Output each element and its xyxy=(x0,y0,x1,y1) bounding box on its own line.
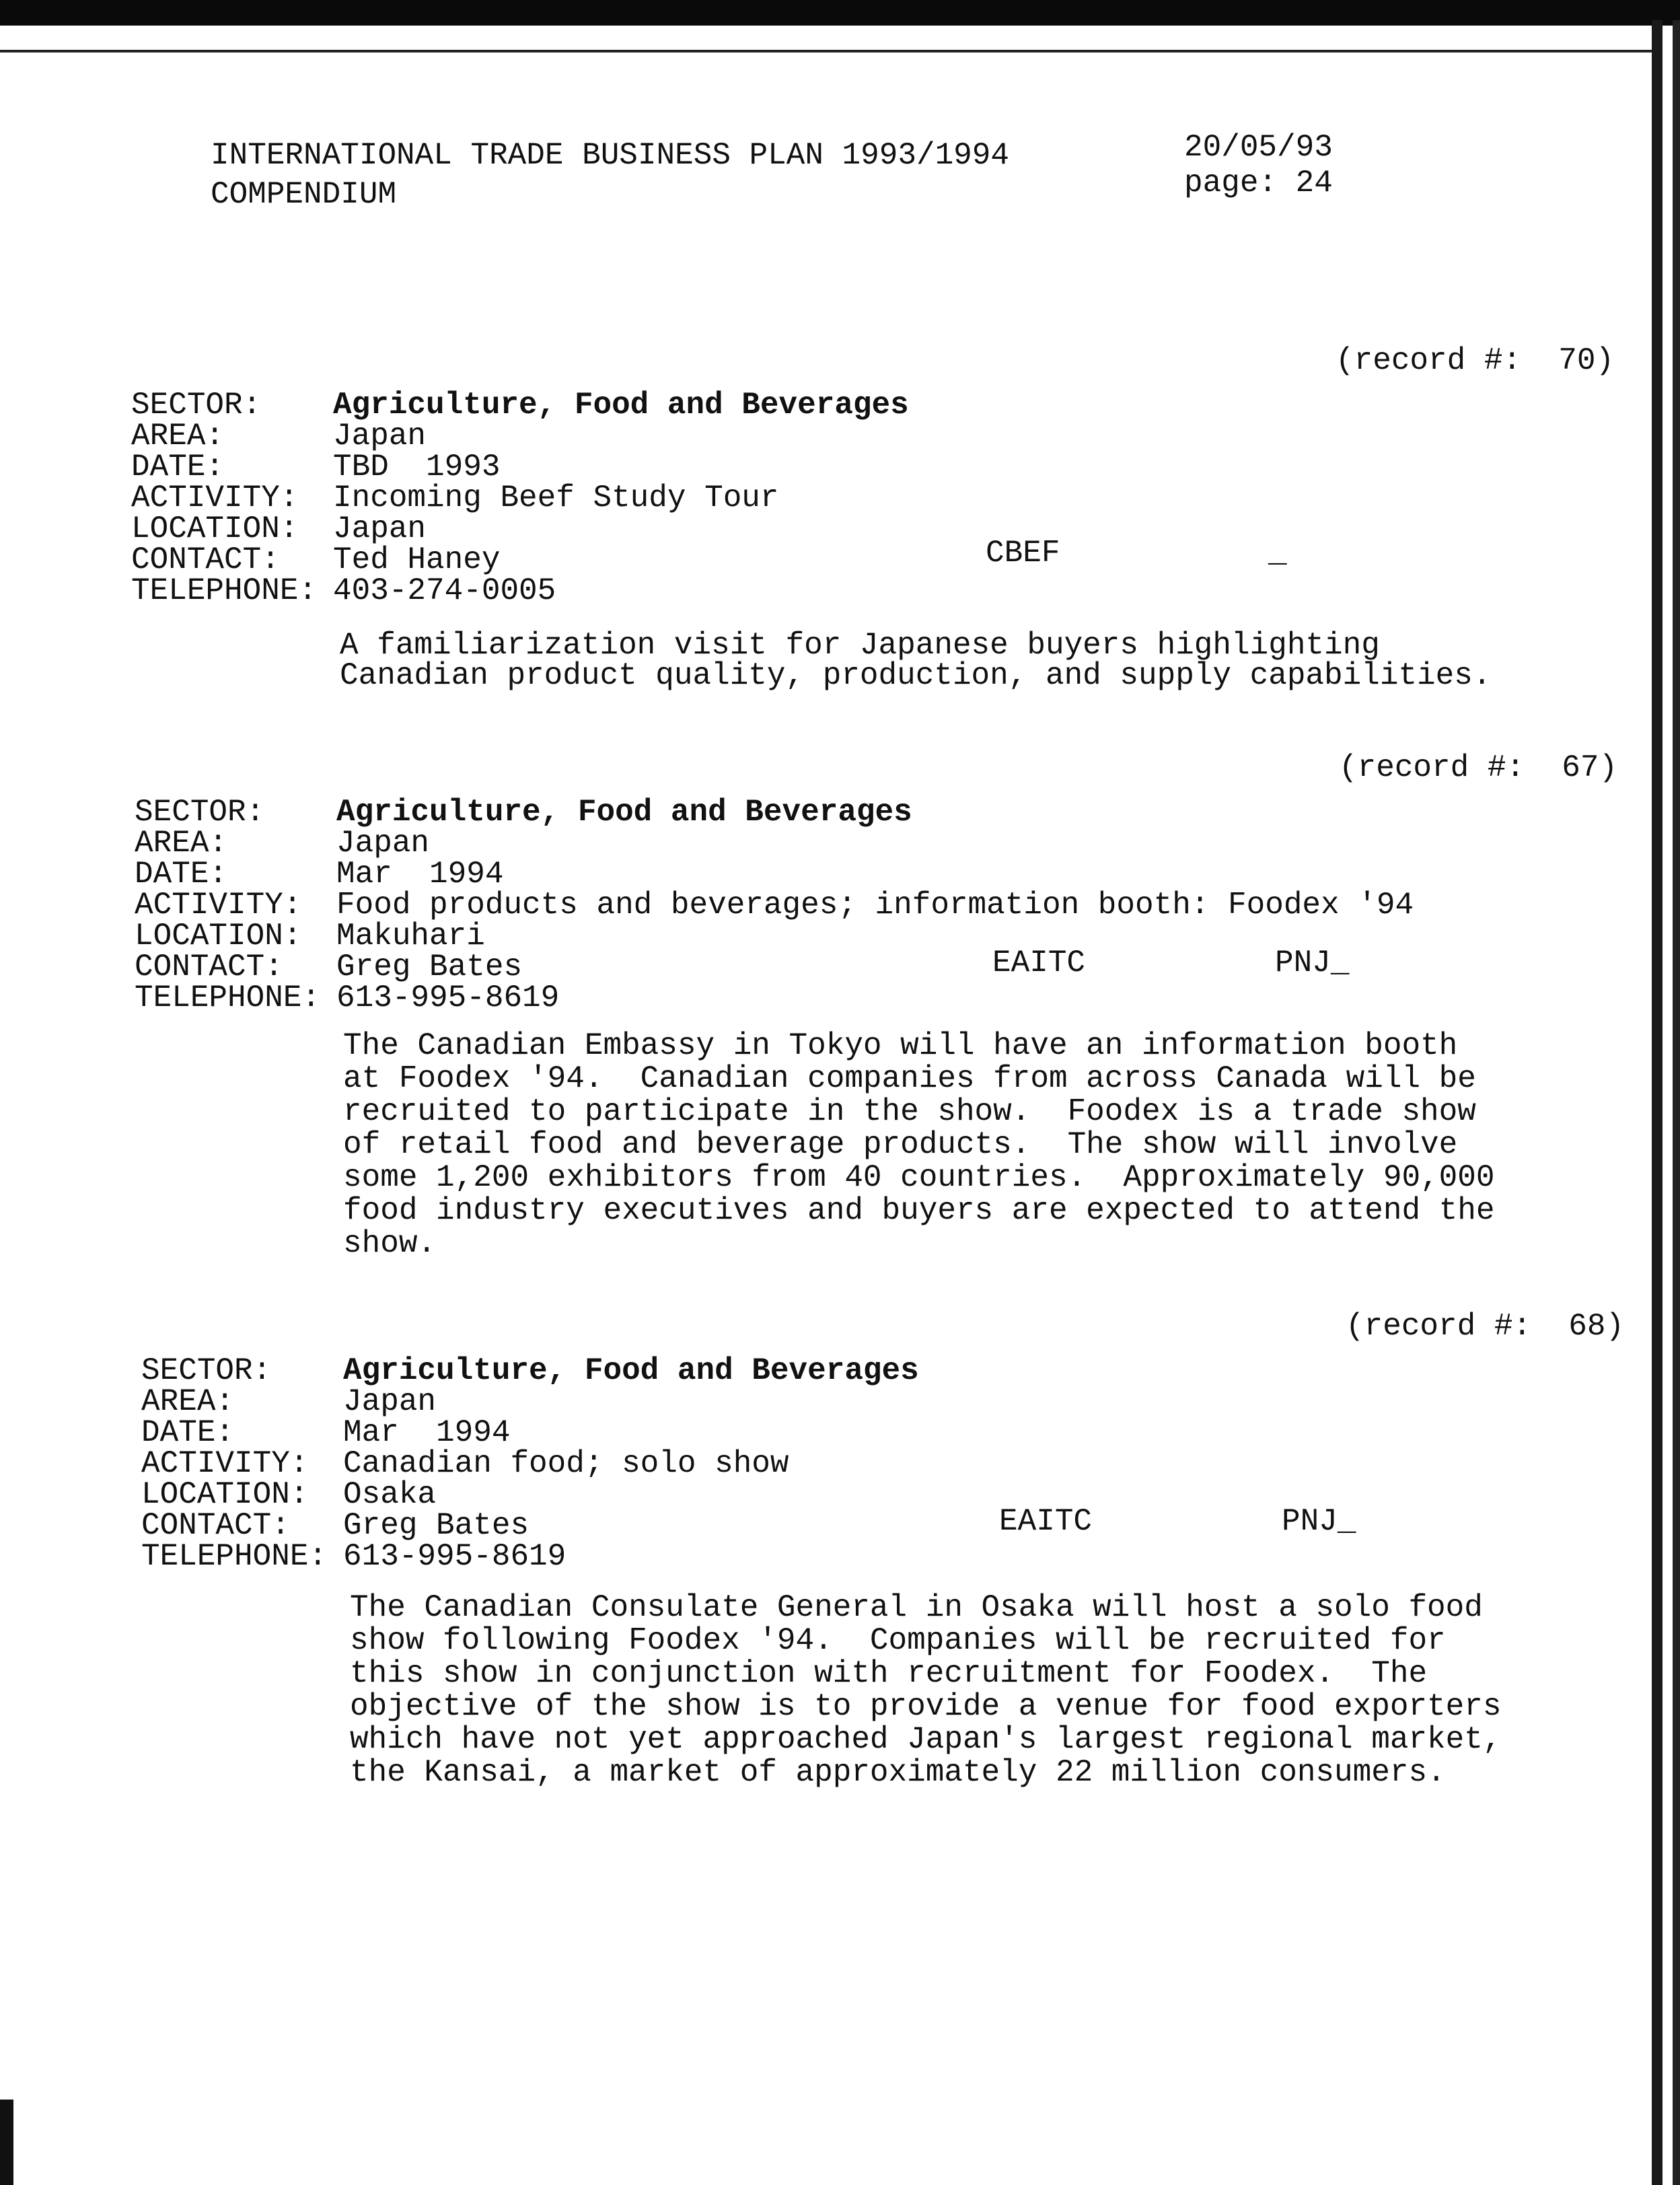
area-value: Japan xyxy=(343,1384,437,1419)
org-name: EAITC xyxy=(999,1504,1093,1539)
document-date: 20/05/93 xyxy=(1184,130,1333,165)
record-70 xyxy=(131,343,1679,814)
description-line: the Kansai, a market of approximately 22 million consumers. xyxy=(350,1755,1446,1790)
contact-value: Greg Bates xyxy=(343,1508,529,1543)
location-label: LOCATION: xyxy=(135,919,302,954)
sector-row xyxy=(131,389,909,421)
sector-label: SECTOR: xyxy=(131,388,262,423)
area-label: AREA: xyxy=(141,1384,235,1419)
contact-label: CONTACT: xyxy=(135,950,283,984)
location-value: Makuhari xyxy=(336,919,485,954)
record-number: (record #: 67) xyxy=(1339,750,1618,785)
record-68 xyxy=(141,1309,1680,1790)
telephone-row xyxy=(141,1540,566,1573)
sector-label: SECTOR: xyxy=(135,795,265,830)
activity-label: ACTIVITY: xyxy=(141,1446,309,1481)
date-row xyxy=(141,1417,510,1449)
document-subtitle: COMPENDIUM xyxy=(211,177,397,212)
page-number: page: 24 xyxy=(1184,166,1333,201)
date-label: DATE: xyxy=(141,1415,235,1450)
record-number: (record #: 68) xyxy=(1346,1309,1625,1344)
telephone-value: 613-995-8619 xyxy=(336,980,560,1015)
area-row xyxy=(131,420,426,452)
activity-row xyxy=(131,482,779,514)
area-label: AREA: xyxy=(131,419,225,454)
sector-value: Agriculture, Food and Beverages xyxy=(333,388,909,423)
area-value: Japan xyxy=(333,419,427,454)
activity-value: Incoming Beef Study Tour xyxy=(333,480,779,515)
date-row xyxy=(131,451,500,483)
org-code: PNJ_ xyxy=(1275,945,1350,980)
description-line: show following Foodex '94. Companies will be recruited for xyxy=(350,1623,1446,1658)
date-label: DATE: xyxy=(135,857,228,892)
description-line: The Canadian Embassy in Tokyo will have an information booth xyxy=(343,1028,1458,1063)
telephone-label: TELEPHONE: xyxy=(131,573,318,608)
activity-value: Food products and beverages; information booth: Foodex '94 xyxy=(336,888,1414,923)
scan-top-rule xyxy=(0,50,1655,52)
activity-row xyxy=(141,1447,789,1480)
date-value: Mar 1994 xyxy=(336,857,504,892)
org-code: PNJ_ xyxy=(1282,1504,1356,1539)
area-row xyxy=(141,1386,436,1418)
description-line: at Foodex '94. Canadian companies from across Canada will be xyxy=(343,1061,1476,1096)
description-line: recruited to participate in the show. Foodex is a trade show xyxy=(343,1094,1476,1129)
sector-value: Agriculture, Food and Beverages xyxy=(336,795,912,830)
location-label: LOCATION: xyxy=(131,511,299,546)
telephone-value: 403-274-0005 xyxy=(333,573,556,608)
activity-value: Canadian food; solo show xyxy=(343,1446,789,1481)
description-line: Canadian product quality, production, and supply capabilities. xyxy=(340,658,1492,693)
date-value: TBD 1993 xyxy=(333,450,501,485)
telephone-label: TELEPHONE: xyxy=(135,980,321,1015)
org-code: _ xyxy=(1268,536,1287,571)
contact-row xyxy=(135,951,522,983)
date-row xyxy=(135,858,503,890)
record-67 xyxy=(135,750,1680,1261)
contact-row xyxy=(131,544,500,576)
location-value: Osaka xyxy=(343,1477,437,1512)
scan-top-edge xyxy=(0,0,1680,26)
activity-label: ACTIVITY: xyxy=(135,888,302,923)
description-line: of retail food and beverage products. The show will involve xyxy=(343,1127,1458,1162)
location-value: Japan xyxy=(333,511,427,546)
sector-label: SECTOR: xyxy=(141,1353,272,1388)
date-label: DATE: xyxy=(131,450,225,485)
activity-label: ACTIVITY: xyxy=(131,480,299,515)
description-line: objective of the show is to provide a venue for food exporters xyxy=(350,1689,1502,1724)
location-row xyxy=(135,920,485,952)
sector-row xyxy=(141,1355,919,1387)
contact-row xyxy=(141,1509,529,1542)
contact-label: CONTACT: xyxy=(141,1508,290,1543)
area-value: Japan xyxy=(336,826,430,861)
contact-label: CONTACT: xyxy=(131,542,280,577)
document-title: INTERNATIONAL TRADE BUSINESS PLAN 1993/1994 xyxy=(211,138,1009,173)
description-line: which have not yet approached Japan's largest regional market, xyxy=(350,1722,1502,1757)
description-line: this show in conjunction with recruitment for Foodex. The xyxy=(350,1656,1428,1691)
sector-row xyxy=(135,796,912,828)
activity-row xyxy=(135,889,1414,921)
org-name: CBEF xyxy=(986,536,1060,571)
scan-corner-mark xyxy=(0,2100,13,2185)
telephone-row xyxy=(135,982,559,1014)
sector-value: Agriculture, Food and Beverages xyxy=(343,1353,919,1388)
date-value: Mar 1994 xyxy=(343,1415,511,1450)
location-row xyxy=(131,513,426,545)
location-label: LOCATION: xyxy=(141,1477,309,1512)
telephone-row xyxy=(131,575,556,607)
telephone-value: 613-995-8619 xyxy=(343,1539,567,1574)
area-row xyxy=(135,827,429,859)
org-name: EAITC xyxy=(992,945,1086,980)
contact-value: Greg Bates xyxy=(336,950,523,984)
location-row xyxy=(141,1478,436,1511)
description-line: A familiarization visit for Japanese buyers highlighting xyxy=(340,628,1380,663)
telephone-label: TELEPHONE: xyxy=(141,1539,328,1574)
description-line: some 1,200 exhibitors from 40 countries. Approximately 90,000 xyxy=(343,1160,1495,1195)
description-line: food industry executives and buyers are expected to attend the xyxy=(343,1193,1495,1228)
area-label: AREA: xyxy=(135,826,228,861)
description-line: show. xyxy=(343,1226,437,1261)
record-number: (record #: 70) xyxy=(1336,343,1615,378)
description-line: The Canadian Consulate General in Osaka will host a solo food xyxy=(350,1590,1483,1625)
contact-value: Ted Haney xyxy=(333,542,501,577)
